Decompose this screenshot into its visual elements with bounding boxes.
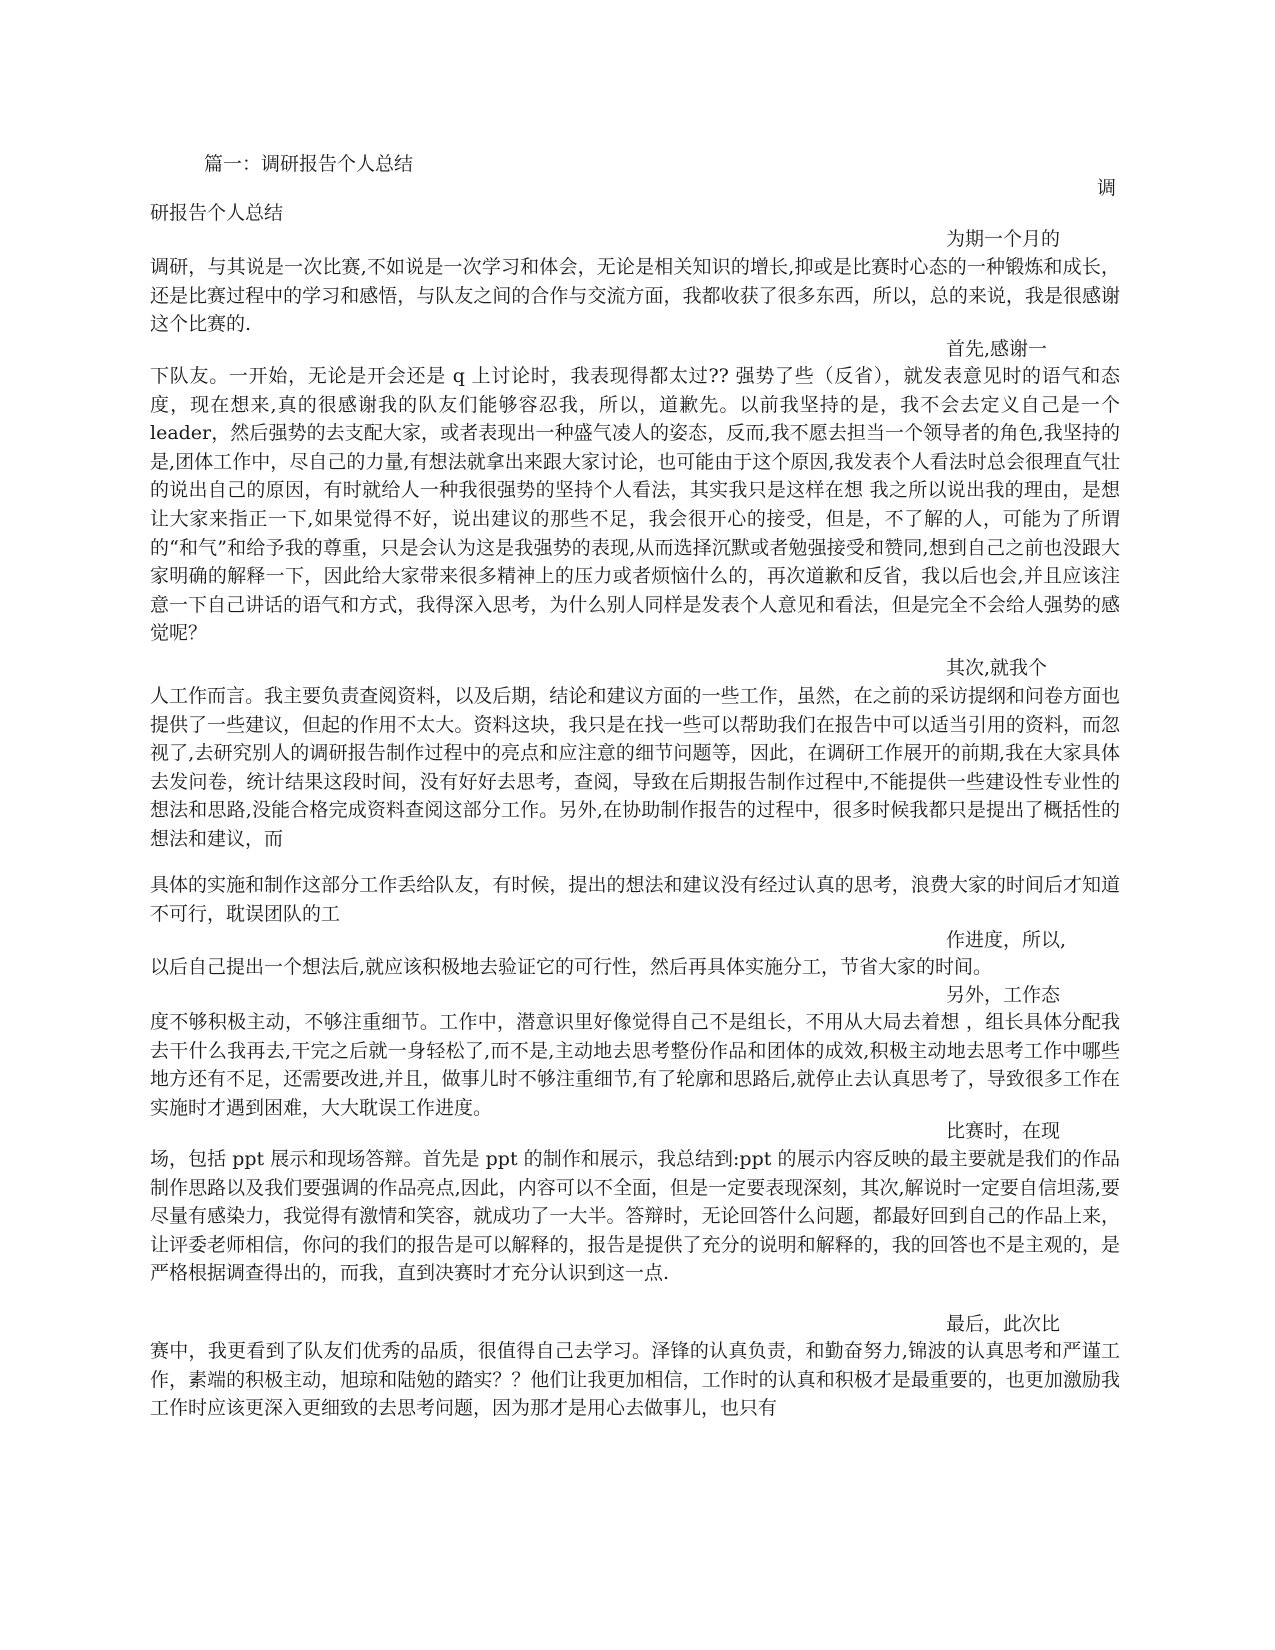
paragraph-2-lead: 首先,感谢一 xyxy=(946,338,1048,360)
paragraph-6-body: 度不够积极主动，不够注重细节。工作中，潜意识里好像觉得自己不是组长，不用从大局去着想 ，组长具体分配我去干什么我再去,干完之后就一身轻松了,而不是,主动地去思考整份作品和团体的成效,积极主动地去思考工作中哪些地方还有不足，还需要改进,并且，做事儿时不够注重细节,有了轮廓和思路后,就停止去认真思考了，导致很多工作在实施时才遇到困难，大大耽误工作进度。 xyxy=(150,1011,1120,1119)
paragraph-3-body: 人工作而言。我主要负责查阅资料，以及后期，结论和建议方面的一些工作，虽然，在之前的采访提纲和问卷方面也提供了一些建议，但起的作用不太大。资料这块，我只是在找一些可以帮助我们在报告中可以适当引用的资料，而忽视了,去研究别人的调研报告制作过程中的亮点和应注意的细节问题等，因此，在调研工作展开的前期,我在大家具体去发问卷，统计结果这段时间，没有好好去思考，查阅，导致在后期报告制作过程中,不能提供一些建设性专业性的想法和思路,没能合格完成资料查阅这部分工作。另外,在协助制作报告的过程中，很多时候我都只是提出了概括性的想法和建议，而 xyxy=(150,685,1120,850)
subtitle-fragment-right: 调 xyxy=(1097,177,1117,199)
paragraph-8-lead: 最后，此次比 xyxy=(946,1313,1061,1335)
subtitle-fragment-left: 研报告个人总结 xyxy=(150,202,284,224)
paragraph-3-lead: 其次,就我个 xyxy=(946,657,1048,679)
paragraph-1-body: 调研，与其说是一次比赛,不如说是一次学习和体会，无论是相关知识的增长,抑或是比赛时心态的一种锻炼和成长，还是比赛过程中的学习和感悟，与队友之间的合作与交流方面，我都收获了很多东西，所以，总的来说，我是很感谢这个比赛的. xyxy=(150,256,1120,336)
paragraph-5-lead: 作进度，所以, xyxy=(946,929,1067,951)
paragraph-2-body: 下队友。一开始，无论是开会还是 q 上讨论时，我表现得都太过?? 强势了些（反省），就发表意见时的语气和态度，现在想来,真的很感谢我的队友们能够容忍我，所以，道歉先。以前我坚持的是，我不会去定义自己是一个 leader，然后强势的去支配大家，或者表现出一种盛气凌人的姿态，反而,我不愿去担当一个领导者的角色,我坚持的是,团体工作中，尽自己的力量,有想法就拿出来跟大家讨论，也可能由于这个原因,我发表个人看法时总会很理直气壮的说出自己的原因，有时就给人一种我很强势的坚持个人看法，其实我只是这样在想 我之所以说出我的理由，是想让大家来指正一下,如果觉得不好，说出建议的那些不足，我会很开心的接受，但是，不了解的人，可能为了所谓的“和气”和给予我的尊重，只是会认为这是我强势的表现,从而选择沉默或者勉强接受和赞同,想到自己之前也没跟大家明确的解释一下，因此给大家带来很多精神上的压力或者烦恼什么的，再次道歉和反省，我以后也会,并且应该注意一下自己讲话的语气和方式，我得深入思考，为什么别人同样是发表个人意见和看法，但是完全不会给人强势的感觉呢？ xyxy=(150,365,1120,645)
paragraph-1-lead: 为期一个月的 xyxy=(946,228,1061,250)
paragraph-5-body: 以后自己提出一个想法后,就应该积极地去验证它的可行性，然后再具体实施分工，节省大家的时间。 xyxy=(150,956,993,978)
paragraph-7-body: 场，包括 ppt 展示和现场答辩。首先是 ppt 的制作和展示，我总结到:ppt 的展示内容反映的最主要就是我们的作品制作思路以及我们要强调的作品亮点,因此，内容可以不全面，但是一定要表现深刻，其次,解说时一定要自信坦荡,要尽量有感染力，我觉得有激情和笑容，就成功了一大半。答辩时，无论回答什么问题，都最好回到自己的作品上来，让评委老师相信，你问的我们的报告是可以解释的，报告是提供了充分的说明和解释的，我的回答也不是主观的，是严格根据调查得出的，而我，直到决赛时才充分认识到这一点. xyxy=(150,1148,1120,1285)
document-title: 篇一：调研报告个人总结 xyxy=(204,153,414,175)
paragraph-8-body: 赛中，我更看到了队友们优秀的品质，很值得自己去学习。泽锋的认真负责，和勤奋努力,锦波的认真思考和严谨工作，素端的积极主动，旭琼和陆勉的踏实？？他们让我更加相信，工作时的认真和积极才是最重要的，也更加激励我工作时应该更深入更细致的去思考问题，因为那才是用心去做事儿，也只有 xyxy=(150,1340,1120,1420)
paragraph-6-lead: 另外，工作态 xyxy=(946,984,1061,1006)
paragraph-7-lead: 比赛时，在现 xyxy=(946,1120,1061,1142)
paragraph-4-body: 具体的实施和制作这部分工作丢给队友，有时候，提出的想法和建议没有经过认真的思考，浪费大家的时间后才知道不可行，耽误团队的工 xyxy=(150,874,1120,925)
